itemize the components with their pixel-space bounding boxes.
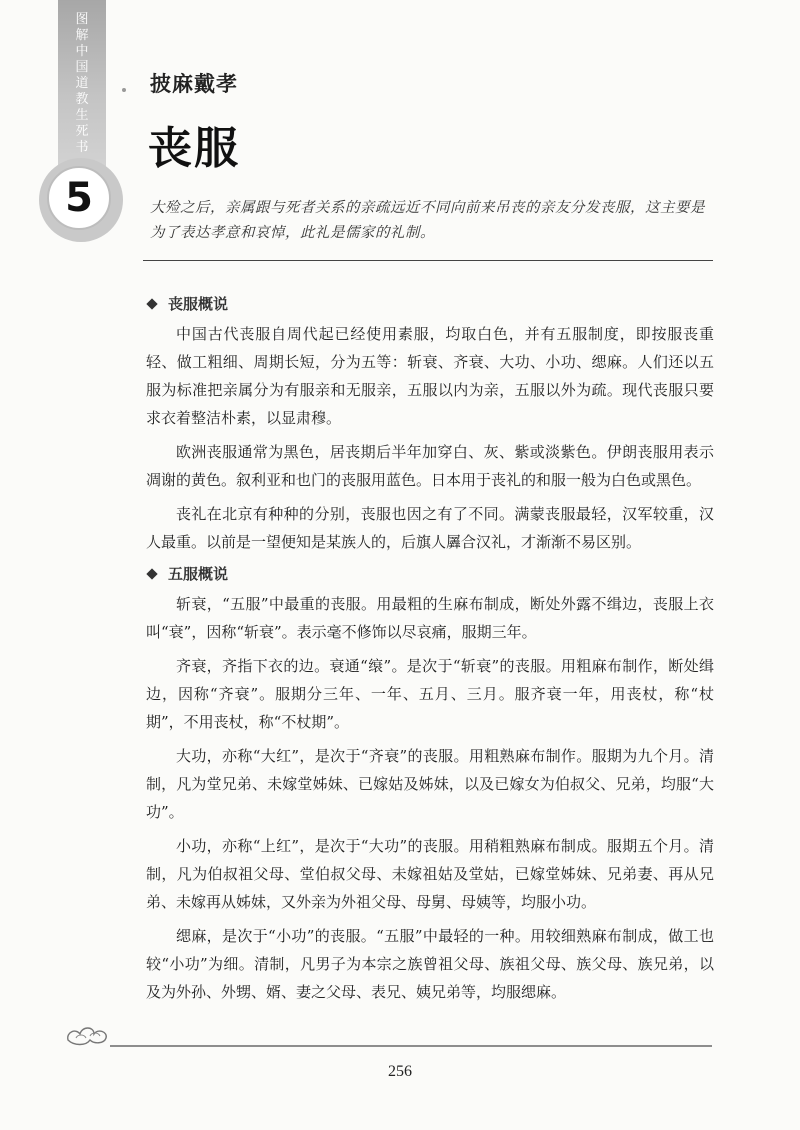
diamond-bullet-icon [146,568,157,579]
section-heading-overview [146,292,714,316]
header-divider [143,260,713,261]
page-subtitle: 披麻戴孝 [150,72,238,96]
cloud-ornament-icon [64,1022,112,1048]
paragraph: 中国古代丧服自周代起已经使用素服，均取白色，并有五服制度，即按服丧重轻、做工粗细、周期长短，分为五等：斩衰、齐衰、大功、小功、缌麻。人们还以五服为标准把亲属分为有服亲和无服亲，五服以内为亲，五服以外为疏。现代丧服只要求衣着整洁朴素，以显肃穆。 [146,325,714,427]
paragraph: 齐衰，齐指下衣的边。衰通“缞”。是次于“斩衰”的丧服。用粗麻布制作，断处缉边，因称“齐衰”。服期分三年、一年、五月、三月。服齐衰一年，用丧杖，称“杖期”，不用丧杖，称“不杖期”。 [146,657,714,731]
section-heading-text: 丧服概说 [168,295,229,313]
footer-divider [110,1045,712,1047]
paragraph: 小功，亦称“上红”，是次于“大功”的丧服。用稍粗熟麻布制成。服期五个月。清制，凡为伯叔祖父母、堂伯叔父母、未嫁祖姑及堂姑，已嫁堂姊妹、兄弟妻、再从兄弟、未嫁再从姊妹，又外亲为外祖父母、母舅、母姨等，均服小功。 [146,837,714,911]
intro-paragraph: 大殓之后，亲属跟与死者关系的亲疏远近不同向前来吊丧的亲友分发丧服，这主要是为了表达孝意和哀悼，此礼是儒家的礼制。 [150,200,705,241]
section-heading-five-grades [146,562,714,586]
paragraph: 丧礼在北京有种种的分别，丧服也因之有了不同。满蒙丧服最轻，汉军较重，汉人最重。以前是一望便知是某族人的，后旗人羼合汉礼，才渐渐不易区别。 [146,505,714,551]
book-series-title: 图解中国道教生死书 [75,12,89,155]
page-title: 丧服 [148,123,240,174]
paragraph: 斩衰，“五服”中最重的丧服。用最粗的生麻布制成，断处外露不缉边，丧服上衣叫“衰”，因称“斩衰”。表示毫不修饰以尽哀痛，服期三年。 [146,595,714,641]
page-number: 256 [388,1063,412,1080]
paragraph: 大功，亦称“大红”，是次于“齐衰”的丧服。用粗熟麻布制作。服期为九个月。清制，凡为堂兄弟、未嫁堂姊妹、已嫁姑及姊妹，以及已嫁女为伯叔父、兄弟，均服“大功”。 [146,747,714,821]
section-heading-text: 五服概说 [168,565,229,583]
bullet-dot [122,88,126,92]
paragraph: 缌麻，是次于“小功”的丧服。“五服”中最轻的一种。用较细熟麻布制成，做工也较“小功”为细。清制，凡男子为本宗之族曾祖父母、族祖父母、族父母、族兄弟，以及为外孙、外甥、婿、妻之父母、表兄、姨兄弟等，均服缌麻。 [146,927,714,1001]
paragraph: 欧洲丧服通常为黑色，居丧期后半年加穿白、灰、紫或淡紫色。伊朗丧服用表示凋谢的黄色。叙利亚和也门的丧服用蓝色。日本用于丧礼的和服一般为白色或黑色。 [146,443,714,489]
chapter-number: 5 [65,175,93,221]
diamond-bullet-icon [146,298,157,309]
main-content [146,286,714,1012]
